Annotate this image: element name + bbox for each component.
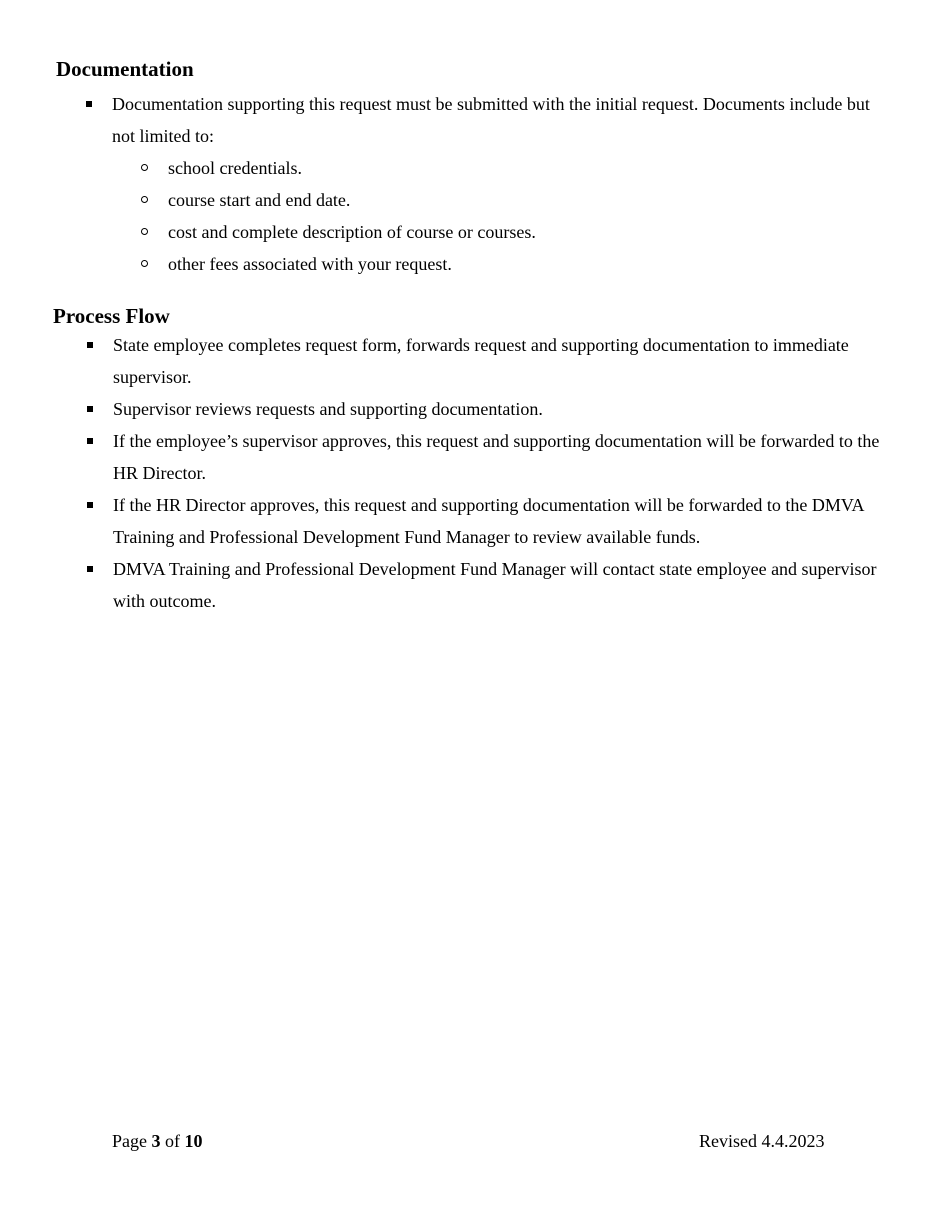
list-item: [113, 329, 903, 393]
documentation-sublist: [112, 152, 892, 280]
square-bullet-icon: [87, 406, 93, 412]
list-item: [113, 489, 903, 553]
current-page: 3: [151, 1131, 161, 1151]
documentation-intro-text: Documentation supporting this request must be submitted with the initial request. Documents include but not limited to:: [112, 94, 870, 146]
documentation-heading: Documentation: [56, 57, 194, 81]
list-item: [168, 216, 892, 248]
page-word: Page: [112, 1131, 147, 1151]
list-item: [168, 248, 892, 280]
documentation-list: [112, 88, 892, 280]
square-bullet-icon: [86, 101, 92, 107]
list-item: [168, 184, 892, 216]
list-item-text: course start and end date.: [168, 190, 351, 210]
process-flow-heading: Process Flow: [53, 304, 170, 328]
process-flow-list: [113, 329, 903, 617]
circle-bullet-icon: [141, 260, 148, 267]
list-item-text: Supervisor reviews requests and supporting documentation.: [113, 399, 543, 419]
square-bullet-icon: [87, 342, 93, 348]
circle-bullet-icon: [141, 164, 148, 171]
list-item: [113, 425, 903, 489]
list-item: [113, 393, 903, 425]
list-item-text: State employee completes request form, forwards request and supporting documentation to immediate supervisor.: [113, 335, 849, 387]
list-item-text: DMVA Training and Professional Development Fund Manager will contact state employee and supervisor with outcome.: [113, 559, 877, 611]
of-word: of: [165, 1131, 180, 1151]
list-item-text: If the HR Director approves, this request and supporting documentation will be forwarded to the DMVA Training and Professional Development Fund Manager to review available funds.: [113, 495, 864, 547]
revised-date: Revised 4.4.2023: [699, 1131, 825, 1151]
square-bullet-icon: [87, 438, 93, 444]
list-item: [168, 152, 892, 184]
square-bullet-icon: [87, 502, 93, 508]
list-item-text: If the employee’s supervisor approves, this request and supporting documentation will be forwarded to the HR Director.: [113, 431, 880, 483]
list-item-text: school credentials.: [168, 158, 302, 178]
square-bullet-icon: [87, 566, 93, 572]
circle-bullet-icon: [141, 196, 148, 203]
list-item-text: cost and complete description of course or courses.: [168, 222, 536, 242]
circle-bullet-icon: [141, 228, 148, 235]
total-pages: 10: [184, 1131, 203, 1151]
page-number: [112, 1128, 203, 1154]
list-item: [113, 553, 903, 617]
documentation-intro-item: [112, 88, 892, 280]
list-item-text: other fees associated with your request.: [168, 254, 452, 274]
